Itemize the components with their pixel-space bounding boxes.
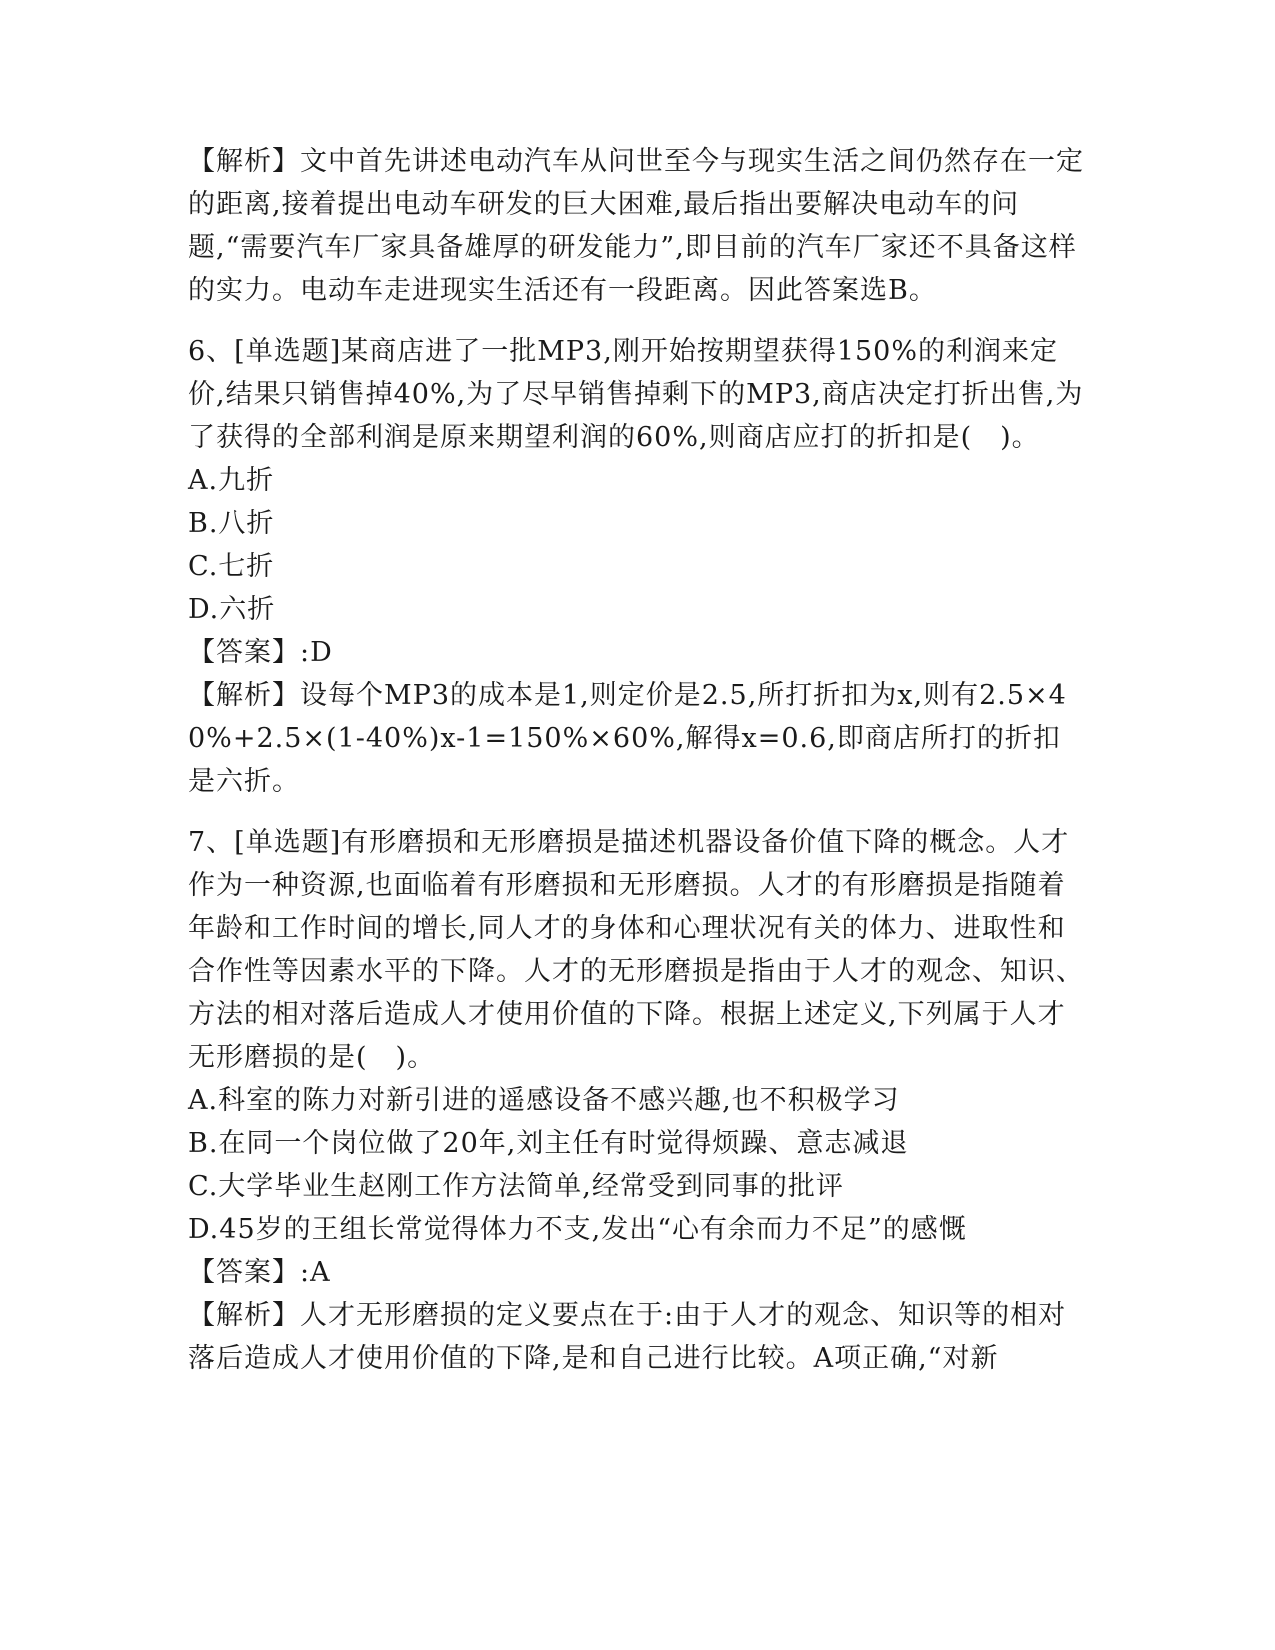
spacer — [188, 312, 1088, 330]
q6-option-b: B.八折 — [188, 508, 275, 539]
q7-option-d: D.45岁的王组长常觉得体力不支,发出“心有余而力不足”的感慨 — [188, 1214, 967, 1245]
spacer — [188, 803, 1088, 821]
q7-option-a: A.科室的陈力对新引进的遥感设备不感兴趣,也不积极学习 — [188, 1085, 900, 1116]
q6-option-d: D.六折 — [188, 594, 276, 625]
q7-analysis: 【解析】人才无形磨损的定义要点在于:由于人才的观念、知识等的相对落后造成人才使用价值的下降,是和自己进行比较。A项正确,“对新 — [188, 1300, 1067, 1374]
q6-option-a: A.九折 — [188, 465, 275, 496]
q6-analysis: 【解析】设每个MP3的成本是1,则定价是2.5,所打折扣为x,则有2.5×40%+2.5×(1-40%)x-1=150%×60%,解得x=0.6,即商店所打的折扣是六折。 — [188, 680, 1067, 797]
document-page — [188, 140, 1088, 1380]
q5-analysis: 【解析】文中首先讲述电动汽车从问世至今与现实生活之间仍然存在一定的距离,接着提出电动车研发的巨大困难,最后指出要解决电动车的问题,“需要汽车厂家具备雄厚的研发能力”,即目前的汽车厂家还不具备这样的实力。电动车走进现实生活还有一段距离。因此答案选B。 — [188, 146, 1084, 306]
q6-answer: 【答案】:D — [188, 637, 333, 668]
q6-option-c: C.七折 — [188, 551, 275, 582]
q7-option-c: C.大学毕业生赵刚工作方法简单,经常受到同事的批评 — [188, 1171, 844, 1202]
question-6 — [188, 330, 1088, 803]
q6-stem: 6、[单选题]某商店进了一批MP3,刚开始按期望获得150%的利润来定价,结果只销售掉40%,为了尽早销售掉剩下的MP3,商店决定打折出售,为了获得的全部利润是原来期望利润的60%,则商店应打的折扣是( )。 — [188, 336, 1084, 453]
q7-answer: 【答案】:A — [188, 1257, 331, 1288]
q7-option-b: B.在同一个岗位做了20年,刘主任有时觉得烦躁、意志减退 — [188, 1128, 909, 1159]
question-7 — [188, 821, 1088, 1380]
q7-stem: 7、[单选题]有形磨损和无形磨损是描述机器设备价值下降的概念。人才作为一种资源,也面临着有形磨损和无形磨损。人才的有形磨损是指随着年龄和工作时间的增长,同人才的身体和心理状况有关的体力、进取性和合作性等因素水平的下降。人才的无形磨损是指由于人才的观念、知识、方法的相对落后造成人才使用价值的下降。根据上述定义,下列属于人才无形磨损的是( )。 — [188, 827, 1084, 1073]
